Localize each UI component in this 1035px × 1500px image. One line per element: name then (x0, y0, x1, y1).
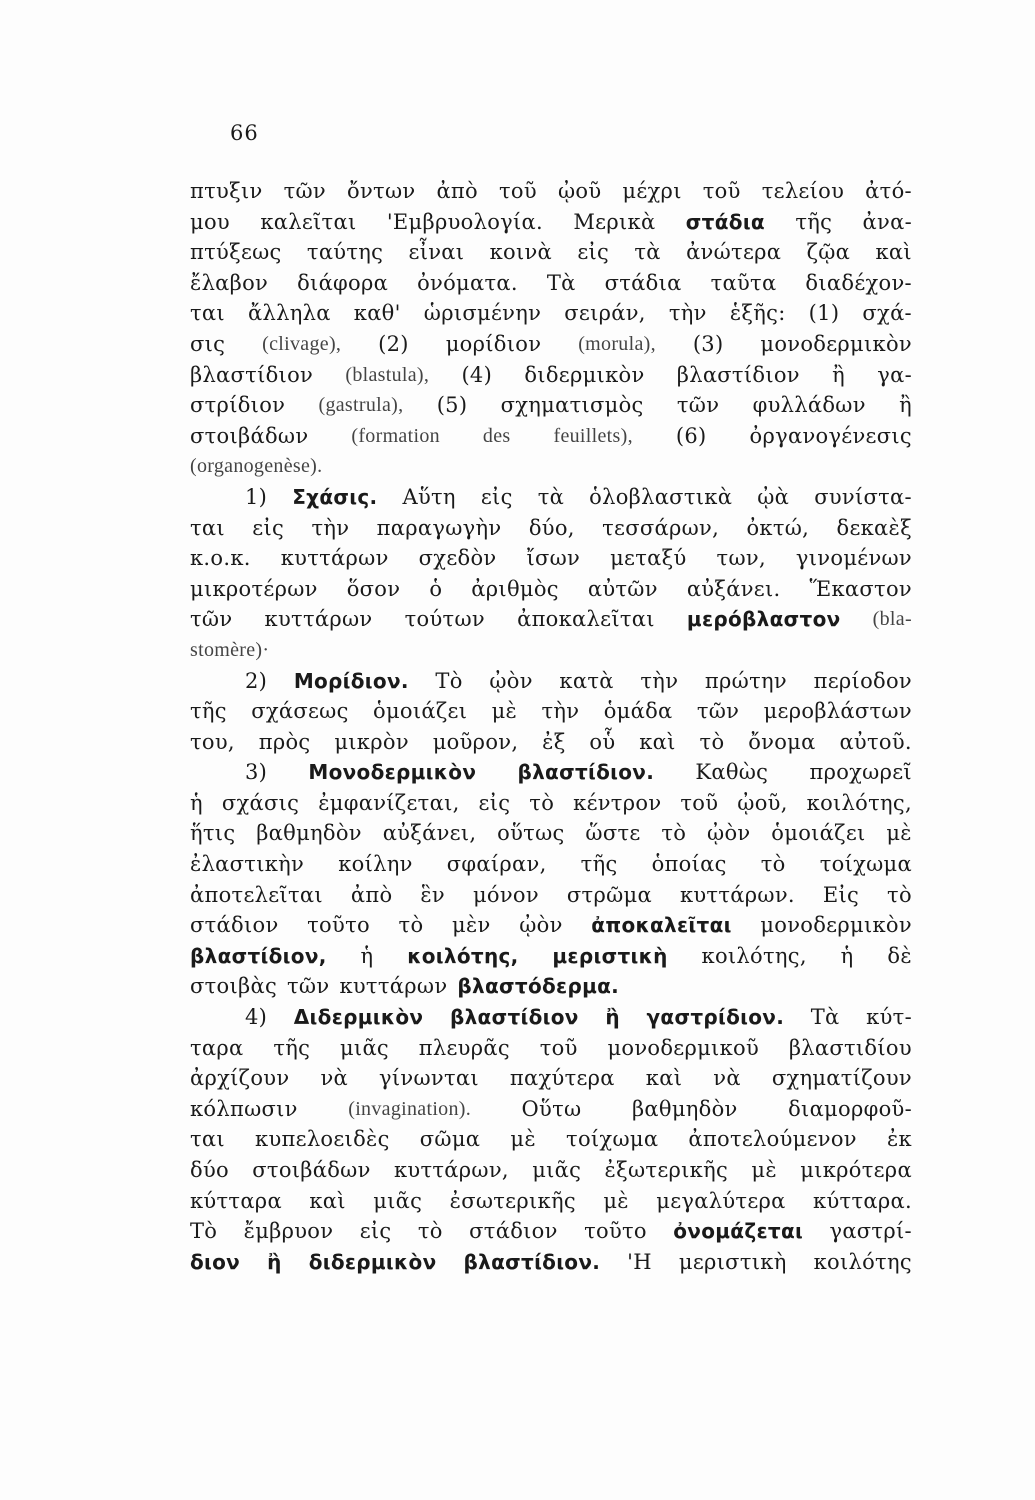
word: τὸ (529, 790, 555, 815)
word: ἄλληλα (248, 301, 331, 326)
word: κύτ- (866, 1005, 912, 1030)
word: ἀποτελούμενον (688, 1127, 857, 1152)
word: τῶν (287, 974, 330, 999)
word: οὗ (589, 729, 616, 754)
word: βλαστόδερμα. (457, 974, 620, 999)
word: ὅσον (346, 576, 401, 601)
word: ὁμοιάζει (373, 699, 468, 724)
word: καὶ (639, 729, 676, 754)
word: μιᾶς (373, 1188, 423, 1213)
word: ἀποτελεῖται (190, 882, 323, 907)
word: σις (190, 331, 226, 356)
word: τὴν (668, 301, 707, 326)
word: 1) (245, 484, 268, 509)
word: φυλλάδων (752, 393, 866, 418)
word: Τὰ (810, 1005, 840, 1030)
word: ἢ (605, 1005, 620, 1030)
word: (3) (692, 331, 724, 356)
word: ται (190, 301, 225, 326)
word: τὸ (661, 821, 687, 846)
word: ἡ (190, 790, 203, 815)
word: ταρα (190, 1035, 244, 1060)
word: εἰς (252, 515, 285, 540)
word: τῆς (580, 852, 618, 877)
text-line (190, 1002, 912, 1033)
word: πρώτην (704, 668, 787, 693)
word: κοιλότης (813, 1249, 912, 1274)
word: (organogenèse). (190, 455, 323, 478)
word: ἐξ (542, 729, 566, 754)
word: Αὕτη (402, 484, 456, 509)
word: βλαστίδιον. (463, 1249, 601, 1274)
word: στοιβάδων (252, 1158, 371, 1182)
word: προχωρεῖ (809, 760, 912, 785)
word: μιᾶς (532, 1158, 582, 1182)
word: στοιβάδων (190, 423, 309, 448)
word: ται (190, 515, 225, 540)
text-line (190, 757, 912, 788)
word: ὡρισμένην (423, 301, 542, 326)
word: τὸ (760, 852, 786, 877)
word: ἀποκαλεῖται (591, 913, 732, 938)
word: παχύτερα (509, 1066, 615, 1091)
text-line (190, 941, 912, 972)
word: Τὰ (546, 270, 576, 295)
word: (formation (351, 424, 440, 447)
word: ὄντων (347, 179, 416, 203)
word: κοιλότης, (407, 943, 519, 968)
word: γίνωνται (379, 1066, 479, 1091)
word: (5) (436, 393, 468, 418)
word: 3) (245, 760, 268, 785)
word: ᾠὰ (757, 484, 790, 509)
text-line (190, 176, 912, 207)
word: Ἕκαστον (809, 576, 912, 601)
word: κόλπωσιν (190, 1096, 298, 1121)
word: γινομένων (795, 546, 912, 571)
word: νὰ (713, 1066, 741, 1091)
word: κέντρον (573, 790, 662, 815)
word: τελείου (761, 179, 845, 203)
word: σφαίραν, (446, 852, 547, 877)
word: μονοδερμικὸν (760, 331, 912, 356)
word: των, (716, 546, 766, 571)
text-line (190, 880, 912, 911)
word: ταύτης (306, 240, 384, 265)
word: σχάσεως (251, 699, 349, 724)
word: κυττάρων (280, 546, 389, 571)
word: κύτταρα. (813, 1188, 912, 1213)
text-line (190, 421, 912, 452)
word: τῶν (190, 607, 233, 632)
word: μόνον (472, 882, 539, 907)
word: (invagination). (348, 1097, 472, 1120)
word: δεκαὲξ (836, 515, 912, 540)
word: διδερμικὸν (524, 362, 645, 387)
word: κυπελοειδὲς (255, 1127, 390, 1152)
text-line (190, 1033, 912, 1064)
word: διδερμικὸν (308, 1249, 437, 1274)
word: Μερικὰ (573, 209, 656, 234)
word: ἓν (420, 882, 445, 907)
word: ἑξῆς: (729, 301, 786, 326)
word: κατὰ (559, 668, 614, 693)
word: ὀνόματα. (417, 270, 518, 295)
word: τοῦ (499, 179, 537, 203)
word: Καθὼς (695, 760, 769, 785)
word: ὁμάδα (603, 699, 673, 724)
word: τῶν (283, 179, 326, 203)
word: μεταξύ (610, 546, 687, 571)
word: μερόβλαστον (686, 607, 841, 632)
word: ἡ (360, 943, 374, 968)
word: ὀκτώ, (746, 515, 810, 540)
word: τὴν (640, 668, 679, 693)
word: κοινὰ (489, 240, 553, 265)
word: Τὸ (435, 668, 463, 693)
word: μεροβλάστων (763, 699, 912, 724)
word: σχάσις (221, 790, 300, 815)
text-line (190, 635, 912, 666)
word: στάδια (685, 209, 765, 234)
word: (4) (461, 362, 493, 387)
word: ἴσων (526, 546, 581, 571)
text-line (190, 451, 912, 482)
word: τῶν (696, 699, 740, 724)
word: τῆς (190, 699, 227, 724)
word: τοῦ (680, 790, 719, 815)
text-line (190, 910, 912, 941)
word: σειράν, (564, 301, 646, 326)
word: τὸ (699, 729, 725, 754)
word: τοίχωμα (566, 1127, 659, 1152)
text-line (190, 696, 912, 727)
word: ται (190, 1127, 225, 1152)
word: ὥστε (585, 821, 641, 846)
word: ἀνώτερα (686, 240, 782, 265)
word: σχηματίζουν (771, 1066, 912, 1091)
word: νὰ (320, 1066, 349, 1091)
word: (gastrula), (318, 394, 404, 417)
word: ἀνα- (862, 209, 912, 234)
word: αὐτοῦ. (839, 729, 912, 754)
word: οὕτως (497, 821, 565, 846)
word: στάδια (604, 270, 682, 295)
word: ὁ (429, 576, 443, 601)
word: στρῶμα (566, 882, 652, 907)
word: Διδερμικὸν (293, 1005, 424, 1030)
word: βλαστίδιον (190, 362, 314, 387)
word: ἀπὸ (350, 882, 393, 907)
word: 2) (245, 668, 268, 693)
word: τοῦ (702, 179, 741, 203)
word: αὐτῶν (587, 576, 658, 601)
word: βαθμηδὸν (631, 1096, 738, 1121)
word: δύο, (528, 515, 575, 540)
word: βαθμηδὸν (256, 821, 362, 846)
word: des (482, 424, 511, 447)
word: στάδιον (469, 1219, 558, 1244)
word: 'Εμβρυολογία. (386, 209, 543, 234)
word: δὲ (887, 943, 912, 968)
word: Τὸ (190, 1219, 218, 1244)
word: ἀριθμὸς (471, 576, 559, 601)
word: μικρότερα (800, 1158, 912, 1182)
word: πτυξιν (190, 179, 263, 203)
word: τὰ (634, 240, 661, 265)
word: σχηματισμὸς (500, 393, 644, 418)
word: σχεδὸν (418, 546, 497, 571)
word: κυττάρων. (679, 882, 795, 907)
word: τούτων (404, 607, 485, 632)
word: Μονοδερμικὸν (308, 760, 477, 785)
word: διαμορφοῦ- (788, 1096, 912, 1121)
word: τῶν (676, 393, 720, 418)
page-number: 66 (230, 121, 259, 145)
word: μιᾶς (339, 1035, 389, 1060)
text-line (190, 543, 912, 574)
word: τῆς (795, 209, 833, 234)
word: παραγωγὴν (376, 515, 502, 540)
word: ζῷα (806, 240, 851, 265)
text-line (190, 329, 912, 360)
word: μὲ (603, 1188, 629, 1213)
word: ὀνομάζεται (673, 1219, 804, 1244)
text-line (190, 1155, 912, 1186)
word: διαδέχον- (805, 270, 912, 295)
word: τῆς (273, 1035, 311, 1060)
word: καὶ (875, 240, 912, 265)
text-line (190, 1216, 912, 1247)
word: πρὸς (258, 729, 311, 754)
word: βλαστίδιον, (190, 943, 327, 968)
text-line (190, 574, 912, 605)
word: πλευρᾶς (418, 1035, 510, 1060)
word: συνίστα- (814, 484, 912, 509)
word: μὲ (510, 1127, 536, 1152)
word: (bla- (872, 608, 912, 631)
word: εἰς (478, 790, 511, 815)
word: εἰς (359, 1219, 392, 1244)
word: ὁποίας (651, 852, 727, 877)
text-line (190, 268, 912, 299)
word: ἐμφανίζεται, (318, 790, 460, 815)
word: ἥτις (190, 821, 236, 846)
word: (clivage), (262, 332, 342, 355)
text-line (190, 788, 912, 819)
word: (2) (378, 331, 409, 356)
word: καὶ (309, 1188, 346, 1213)
word: εἶναι (408, 240, 465, 265)
text-line (190, 237, 912, 268)
word: τὰ (537, 484, 565, 509)
word: ᾠὸν (707, 821, 751, 846)
word: ὄνομα (748, 729, 816, 754)
word: (morula), (578, 332, 656, 355)
word: Σχάσις. (292, 484, 378, 509)
word: στάδιον (190, 913, 279, 938)
word: Οὕτω (521, 1096, 582, 1121)
text-line (190, 1247, 912, 1278)
word: ἐλαστικὴν (190, 852, 305, 877)
text-line (190, 390, 912, 421)
word: βλαστίδιον (676, 362, 800, 387)
text-line (190, 482, 912, 513)
text-line (190, 727, 912, 758)
word: κυττάρων (264, 607, 373, 632)
word: βλαστίδιον. (517, 760, 655, 785)
word: κοίλην (338, 852, 413, 877)
word: αὐξάνει. (686, 576, 781, 601)
word: (blastula), (345, 363, 430, 386)
word: ᾠοῦ, (737, 790, 788, 815)
word: τὸ (398, 913, 424, 938)
word: μικρὸν (334, 729, 409, 754)
word: ἀτό- (865, 179, 912, 203)
text-line (190, 849, 912, 880)
word: μὲ (491, 699, 518, 724)
word: 4) (245, 1005, 268, 1030)
word: δύο (190, 1158, 229, 1182)
word: μέχρι (622, 179, 682, 203)
word: τὸ (417, 1219, 443, 1244)
text-line (190, 513, 912, 544)
word: κυττάρων (339, 974, 448, 999)
text-line (190, 818, 912, 849)
word: μεγαλύτερα (656, 1188, 786, 1213)
word: μὲ (886, 821, 912, 846)
word: ἐσωτερικῆς (449, 1188, 576, 1213)
word: καὶ (645, 1066, 683, 1091)
text-line (190, 207, 912, 238)
word: ἐξωτερικῆς (604, 1158, 729, 1182)
word: κοιλότης, (806, 790, 912, 815)
text-line (190, 1186, 912, 1217)
word: μονοδερμικὸν (760, 913, 912, 938)
word: στρίδιον (190, 393, 286, 418)
word: ἢ (267, 1249, 282, 1274)
word: (6) (675, 423, 707, 448)
word: ἔλαβον (190, 270, 269, 295)
word: ταῦτα (710, 270, 777, 295)
word: αὐξάνει, (382, 821, 477, 846)
word: ὁλοβλαστικὰ (589, 484, 733, 509)
word: (1) (808, 301, 840, 326)
word: πτύξεως (190, 240, 282, 265)
word: Μορίδιον. (293, 668, 409, 693)
word: τὴν (541, 699, 580, 724)
word: ἔμβρυον (243, 1219, 334, 1244)
word: ἀποκαλεῖται (517, 607, 655, 632)
word: ἢ (899, 393, 912, 418)
word: μὲ (751, 1158, 777, 1182)
word: ἡ (840, 943, 854, 968)
word: ἀρχίζουν (190, 1066, 290, 1091)
word: stomère)· (190, 638, 270, 661)
word: μεριστικὴ (678, 1249, 787, 1274)
word: βλαστιδίου (788, 1035, 912, 1060)
word: κυττάρων, (393, 1158, 509, 1182)
word: εἰς (480, 484, 513, 509)
text-line (190, 1094, 912, 1125)
word: στοιβὰς (190, 974, 278, 999)
word: τοῦτο (584, 1219, 647, 1244)
word: ἀπὸ (436, 179, 478, 203)
text-line (190, 666, 912, 697)
word: μορίδιον (445, 331, 542, 356)
text-line (190, 1063, 912, 1094)
word: κ.ο.κ. (190, 546, 251, 571)
word: τοῦ (539, 1035, 578, 1060)
word: ὁμοιάζει (771, 821, 866, 846)
word: γαστρίδιον. (646, 1005, 785, 1030)
word: γα- (877, 362, 912, 387)
word: σχά- (862, 301, 912, 326)
word: ἢ (832, 362, 846, 387)
word: ᾠὸν (519, 913, 563, 938)
word: τοίχωμα (819, 852, 912, 877)
word: μὲν (452, 913, 491, 938)
word: καλεῖται (260, 209, 357, 234)
word: μεριστικὴ (552, 943, 668, 968)
word: κοιλότης, (701, 943, 807, 968)
text-line (190, 971, 912, 1002)
text-line (190, 298, 912, 329)
word: διον (190, 1249, 241, 1274)
word: του, (190, 729, 235, 754)
word: εἰς (577, 240, 610, 265)
word: ἐκ (886, 1127, 912, 1152)
word: καθ' (353, 301, 401, 326)
word: μικροτέρων (190, 576, 318, 601)
text-line (190, 1124, 912, 1155)
word: τοῦτο (307, 913, 370, 938)
word: τὸ (887, 882, 912, 907)
word: μου (190, 209, 230, 234)
word: βλαστίδιον (449, 1005, 579, 1030)
text-line (190, 604, 912, 635)
word: μονοδερμικοῦ (607, 1035, 760, 1060)
word: 'Η (627, 1249, 652, 1274)
word: περίοδον (813, 668, 912, 693)
text-line (190, 360, 912, 391)
word: Εἰς (822, 882, 860, 907)
word: κύτταρα (190, 1188, 282, 1213)
word: feuillets), (553, 424, 633, 447)
word: μοῦρον, (432, 729, 519, 754)
word: ᾠοῦ (557, 179, 602, 203)
word: τὴν (311, 515, 350, 540)
word: σῶμα (419, 1127, 481, 1152)
word: ὀργανογένεσις (749, 423, 912, 448)
word: γαστρί- (829, 1219, 912, 1244)
word: ᾠὸν (489, 668, 533, 693)
word: τεσσάρων, (602, 515, 720, 540)
word: διάφορα (297, 270, 389, 295)
body-text (190, 176, 912, 1277)
